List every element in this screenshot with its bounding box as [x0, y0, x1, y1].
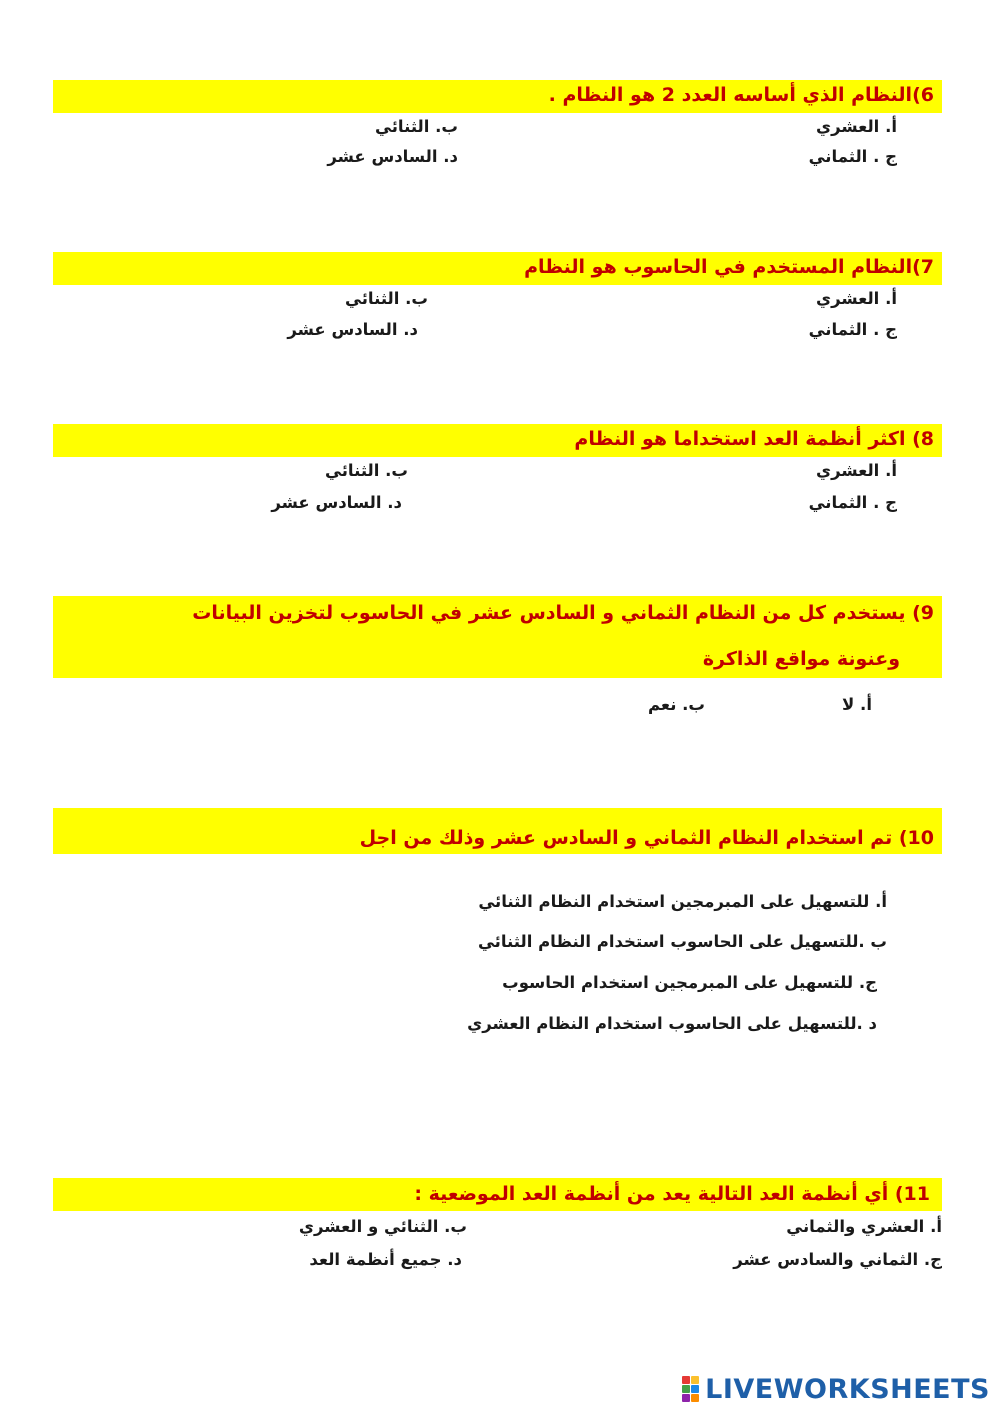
q11-option-b[interactable]: ب. الثنائي و العشري — [298, 1217, 467, 1236]
question-8-title — [53, 424, 942, 457]
q9-option-b[interactable]: ب. نعم — [647, 695, 705, 714]
logo-block-3 — [682, 1385, 690, 1393]
question-9-text-line1: 9) يستخدم كل من النظام الثماني و السادس عشر في الحاسوب لتخزين البيانات — [192, 602, 934, 624]
question-10-text: 10) تم استخدام النظام الثماني و السادس عشر وذلك من اجل — [359, 827, 934, 849]
question-9-text-line2: وعنونة مواقع الذاكرة — [702, 648, 900, 670]
q10-option-a[interactable]: أ. للتسهيل على المبرمجين استخدام النظام الثنائي — [478, 892, 887, 911]
liveworksheets-logo-icon — [682, 1376, 699, 1402]
q10-option-c[interactable]: ج. للتسهيل على المبرمجين استخدام الحاسوب — [502, 973, 877, 992]
question-11-title — [53, 1178, 942, 1211]
q8-option-b[interactable]: ب. الثنائي — [325, 461, 408, 480]
q8-option-a[interactable]: أ. العشري — [815, 461, 897, 480]
q7-option-a[interactable]: أ. العشري — [815, 289, 897, 308]
q9-option-a[interactable]: أ. لا — [842, 695, 872, 714]
q11-option-c[interactable]: ج. الثماني والسادس عشر — [733, 1250, 942, 1269]
q6-option-c[interactable]: ج . الثماني — [808, 147, 897, 166]
question-10-title — [53, 808, 942, 854]
question-6-title — [53, 80, 942, 113]
logo-block-6 — [691, 1394, 699, 1402]
q7-option-b[interactable]: ب. الثنائي — [345, 289, 428, 308]
q7-option-d[interactable]: د. السادس عشر — [287, 320, 418, 339]
liveworksheets-logo[interactable] — [682, 1373, 990, 1405]
q10-option-b[interactable]: ب .للتسهيل على الحاسوب استخدام النظام الثنائي — [477, 932, 887, 951]
question-6-text: 6)النظام الذي أساسه العدد 2 هو النظام . — [548, 84, 934, 106]
q8-option-c[interactable]: ج . الثماني — [808, 493, 897, 512]
logo-block-4 — [691, 1385, 699, 1393]
logo-block-2 — [691, 1376, 699, 1384]
question-7-title — [53, 252, 942, 285]
question-7-text: 7)النظام المستخدم في الحاسوب هو النظام — [524, 256, 934, 278]
question-8-text: 8) اكثر أنظمة العد استخداما هو النظام — [574, 428, 934, 450]
question-9-title — [53, 596, 942, 678]
q7-option-c[interactable]: ج . الثماني — [808, 320, 897, 339]
logo-block-1 — [682, 1376, 690, 1384]
liveworksheets-logo-text: LIVEWORKSHEETS — [705, 1373, 990, 1405]
logo-block-5 — [682, 1394, 690, 1402]
q6-option-a[interactable]: أ. العشري — [815, 117, 897, 136]
q6-option-b[interactable]: ب. الثنائي — [375, 117, 458, 136]
q11-option-a[interactable]: أ. العشري والثماني — [786, 1217, 942, 1236]
q11-option-d[interactable]: د. جميع أنظمة العد — [309, 1250, 462, 1269]
q6-option-d[interactable]: د. السادس عشر — [327, 147, 458, 166]
q10-option-d[interactable]: د .للتسهيل على الحاسوب استخدام النظام العشري — [467, 1014, 877, 1033]
q8-option-d[interactable]: د. السادس عشر — [271, 493, 402, 512]
question-11-text: 11) أي أنظمة العد التالية يعد من أنظمة العد الموضعية : — [414, 1183, 930, 1205]
